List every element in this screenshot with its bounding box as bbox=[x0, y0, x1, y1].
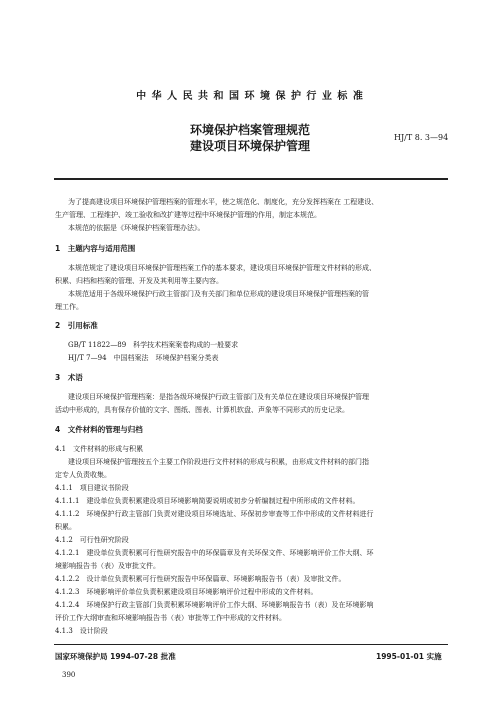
intro-line-2: 生产管理、工程维护、竣工验收和改扩建等过程中环境保护管理的作用，制定本规范。 bbox=[55, 211, 321, 219]
issuer-line: 中 华 人 民 共 和 国 环 境 保 护 行 业 标 准 bbox=[136, 91, 364, 102]
intro-line-3: 本规范的依据是《环境保护档案管理办法》。 bbox=[68, 224, 205, 232]
s4-line-12: 4.1.2.3 环境影响评价单位负责积累建设项目环境影响评价过程中形成的文件材料。 bbox=[55, 588, 318, 596]
document-title-line2: 建设项目环境保护管理 bbox=[189, 139, 310, 153]
s4-line-1: 4.1 文件材料的形成与积累 bbox=[55, 445, 144, 453]
s1-line-3: 本规范适用于各级环境保护行政主管部门及有关部门和单位形成的建设项目环境保护管理档案的管 bbox=[68, 290, 369, 298]
s3-line-2: 活动中形成的，具有保存价值的文字、图纸、图表、计算机软盘、声象等不同形式的历史记录。 bbox=[55, 406, 349, 414]
s1-line-2: 积累、归档和档案的管理、开发及其利用等主要内容。 bbox=[55, 277, 223, 285]
s3-line-1: 建设项目环境保护管理档案：是指各级环境保护行政主管部门及有关单位在建设项目环境保护管理 bbox=[68, 393, 369, 401]
s4-line-15: 4.1.3 设计阶段 bbox=[55, 627, 108, 635]
s4-line-8: 4.1.2 可行性研究阶段 bbox=[55, 536, 129, 544]
s4-line-5: 4.1.1.1 建设单位负责积累建设项目环境影响简要说明或初步分析编制过程中所形成的文件材料。 bbox=[55, 497, 360, 505]
section-1-heading: 1 主题内容与适用范围 bbox=[55, 244, 136, 253]
approval-info: 国家环境保护局 1994-07-28 批准 bbox=[55, 652, 176, 661]
s4-line-7: 积累。 bbox=[55, 523, 76, 531]
s4-line-11: 4.1.2.2 设计单位负责积累可行性研究报告中环保篇章、环境影响报告书（表）及审批文件。 bbox=[55, 575, 346, 583]
s4-line-13: 4.1.2.4 环境保护行政主管部门负责积累环境影响评价工作大纲、环境影响报告书（表）及在环境影响 bbox=[55, 601, 374, 609]
intro-line-1: 为了提高建设项目环境保护管理档案的管理水平，使之规范化、制度化，充分发挥档案在 工程建设、 bbox=[68, 198, 379, 206]
page-number: 390 bbox=[62, 671, 76, 679]
standard-code: HJ/T 8. 3—94 bbox=[394, 133, 449, 142]
section-4-heading: 4 文件材料的管理与归档 bbox=[55, 425, 143, 434]
s4-line-9: 4.1.2.1 建设单位负责积累可行性研究报告中的环保篇章及有关环保文件、环境影响评价工作大纲、环 bbox=[55, 549, 374, 557]
section-2-heading: 2 引用标准 bbox=[55, 321, 98, 330]
s4-line-14: 评价工作大纲审查和环境影响报告书（表）审批等工作中形成的文件材料。 bbox=[55, 614, 286, 622]
footer-divider bbox=[54, 644, 448, 645]
s2-line-2: HJ/T 7—94 中国档案法 环境保护档案分类表 bbox=[68, 354, 219, 362]
s4-line-4: 4.1.1 项目建议书阶段 bbox=[55, 484, 129, 492]
s1-line-1: 本规范规定了建设项目环境保护管理档案工作的基本要求，建设项目环境保护管理文件材料的形成、 bbox=[68, 264, 376, 272]
s4-line-2: 建设项目环境保护管理按五个主要工作阶段进行文件材料的形成与积累，由形成文件材料的部门指 bbox=[68, 458, 369, 466]
header-divider bbox=[54, 178, 448, 180]
s2-line-1: GB/T 11822—89 科学技术档案案卷构成的一般要求 bbox=[68, 341, 239, 349]
s4-line-3: 定专人负责收集。 bbox=[55, 471, 111, 479]
s4-line-10: 境影响报告书（表）及审批文件。 bbox=[55, 562, 160, 570]
s1-line-4: 理工作。 bbox=[55, 303, 83, 311]
section-3-heading: 3 术语 bbox=[55, 373, 83, 382]
s4-line-6: 4.1.1.2 环境保护行政主管部门负责对建设项目环境选址、环保初步审查等工作中形成的文件材料进行 bbox=[55, 510, 374, 518]
document-title-line1: 环境保护档案管理规范 bbox=[189, 123, 310, 137]
implementation-info: 1995-01-01 实施 bbox=[376, 652, 442, 661]
